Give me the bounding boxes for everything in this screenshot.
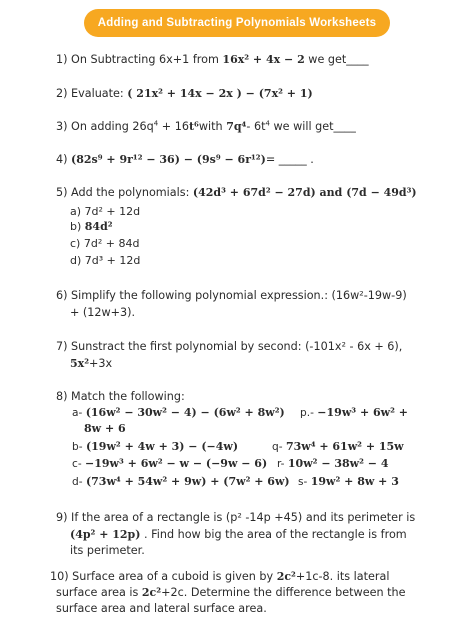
math-expression: (16w² − 30w² − 4) − (6w² + 8w²) <box>85 406 285 419</box>
match-left-c <box>72 456 267 472</box>
match-right-q <box>272 439 404 455</box>
question-number: 6) <box>56 289 68 302</box>
math-expression: (19w² + 4w + 3) − (−4w) <box>85 440 239 453</box>
match-right-p <box>300 405 408 421</box>
math-expression: 2c² <box>276 570 296 583</box>
question-text: . Find how big the area of the rectangle is from <box>144 528 407 541</box>
match-label: s- <box>298 476 308 488</box>
option-value: 84d² <box>84 220 113 233</box>
question-10-line-3 <box>56 601 416 616</box>
question-7 <box>56 339 416 354</box>
math-expression: (4p² + 12p) <box>70 528 141 541</box>
answer-blank: = _____ . <box>265 153 314 166</box>
question-text: its perimeter. <box>70 544 145 557</box>
math-expression: 8w + 6 <box>84 422 126 435</box>
math-expression: 2c² <box>141 586 162 599</box>
match-right-s <box>298 474 399 490</box>
match-label: q- <box>272 441 283 453</box>
match-left-d <box>72 474 290 490</box>
option-value: 7d³ + 12d <box>84 254 141 267</box>
question-text: - $6t^4$ <box>246 119 270 133</box>
option-a <box>70 204 140 219</box>
question-9-line-3 <box>70 543 430 558</box>
question-8 <box>56 389 416 404</box>
question-number: 1) <box>56 53 68 66</box>
match-label: b- <box>72 441 83 453</box>
math-expression: 10w² − 38w² − 4 <box>287 457 389 470</box>
question-2 <box>56 86 416 101</box>
option-label: d) <box>70 254 82 267</box>
worksheet-title: Adding and Subtracting Polynomials Worksheets <box>97 17 377 29</box>
question-number: 4) <box>56 153 68 166</box>
math-expression: 7q⁴ <box>226 120 247 133</box>
question-number: 9) <box>56 511 68 524</box>
match-left-a <box>72 405 285 421</box>
question-text: Sunstract the first polynomial by second: (-101x² - 6x + 6), <box>71 340 403 353</box>
math-expression: 16x² + 4x − 2 <box>222 53 305 66</box>
question-number: 2) <box>56 87 68 100</box>
question-text: Match the following: <box>71 390 185 403</box>
math-expression: −19w³ + 6w² + <box>317 406 408 419</box>
option-label: b) <box>70 220 82 233</box>
match-label: r- <box>277 458 285 470</box>
math-expression: (42d³ + 67d² − 27d) and (7d − 49d³) <box>192 186 417 199</box>
question-3 <box>56 119 416 134</box>
question-text: + (12w+3). <box>70 306 136 319</box>
question-6 <box>56 288 416 303</box>
worksheet-title-banner <box>84 9 390 37</box>
question-7-continued <box>70 356 430 371</box>
question-9-line-2 <box>70 527 430 542</box>
match-label: c- <box>72 458 82 470</box>
question-number: 7) <box>56 340 68 353</box>
answer-blank: we will get____ <box>273 120 356 133</box>
question-text: If the area of a rectangle is (p² -14p +45) and its perimeter is <box>71 511 416 524</box>
question-text: with <box>198 120 223 133</box>
question-text: On adding $26q^4 + 16$ <box>71 119 189 133</box>
math-expression: (73w⁴ + 54w² + 9w) + (7w² + 6w) <box>85 475 290 488</box>
option-b <box>70 219 113 234</box>
math-expression: −19w³ + 6w² − w − (−9w − 6) <box>85 457 268 470</box>
math-expression: 73w⁴ + 61w² + 15w <box>285 440 404 453</box>
question-5 <box>56 185 416 200</box>
match-label: d- <box>72 476 83 488</box>
match-right-r <box>277 456 389 472</box>
math-expression: t⁶ <box>188 120 199 133</box>
question-text: Add the polynomials: <box>71 186 190 199</box>
answer-blank: we get____ <box>308 53 369 66</box>
question-text: Evaluate: <box>71 87 124 100</box>
match-label: p.- <box>300 407 314 419</box>
option-value: 7d² + 84d <box>83 237 140 250</box>
question-1 <box>56 52 416 67</box>
question-text: Surface area of a cuboid is given by <box>72 570 274 583</box>
question-number: 8) <box>56 390 68 403</box>
question-10 <box>50 569 410 584</box>
question-text: +2c. Determine the difference between the <box>161 586 406 599</box>
question-6-continued <box>70 305 430 320</box>
option-label: a) <box>70 205 82 218</box>
question-9 <box>56 510 416 525</box>
math-expression: ( 21x² + 14x − 2x ) − (7x² + 1) <box>127 87 313 100</box>
option-label: c) <box>70 237 81 250</box>
math-expression: (82s⁹ + 9r¹² − 36) − (9s⁹ − 6r¹²) <box>71 153 266 166</box>
question-number: 10) <box>50 570 69 583</box>
question-text: surface area and lateral surface area. <box>56 602 267 615</box>
match-label: a- <box>72 407 83 419</box>
option-c <box>70 236 139 251</box>
math-expression: 5x² <box>70 357 90 370</box>
match-left-a-continued <box>84 421 126 437</box>
question-text: surface area is <box>56 586 139 599</box>
question-text: On Subtracting 6x+1 from <box>71 53 219 66</box>
question-text: Simplify the following polynomial expression.: (16w²-19w-9) <box>71 289 407 302</box>
math-expression: 19w² + 8w + 3 <box>310 475 399 488</box>
question-text: +1c-8. its lateral <box>295 570 390 583</box>
option-value: 7d² + 12d <box>84 205 141 218</box>
question-text: +3x <box>89 357 113 370</box>
match-left-b <box>72 439 238 455</box>
option-d <box>70 253 140 268</box>
question-number: 5) <box>56 186 68 199</box>
question-4 <box>56 152 416 167</box>
question-10-line-2 <box>56 585 416 600</box>
question-number: 3) <box>56 120 68 133</box>
